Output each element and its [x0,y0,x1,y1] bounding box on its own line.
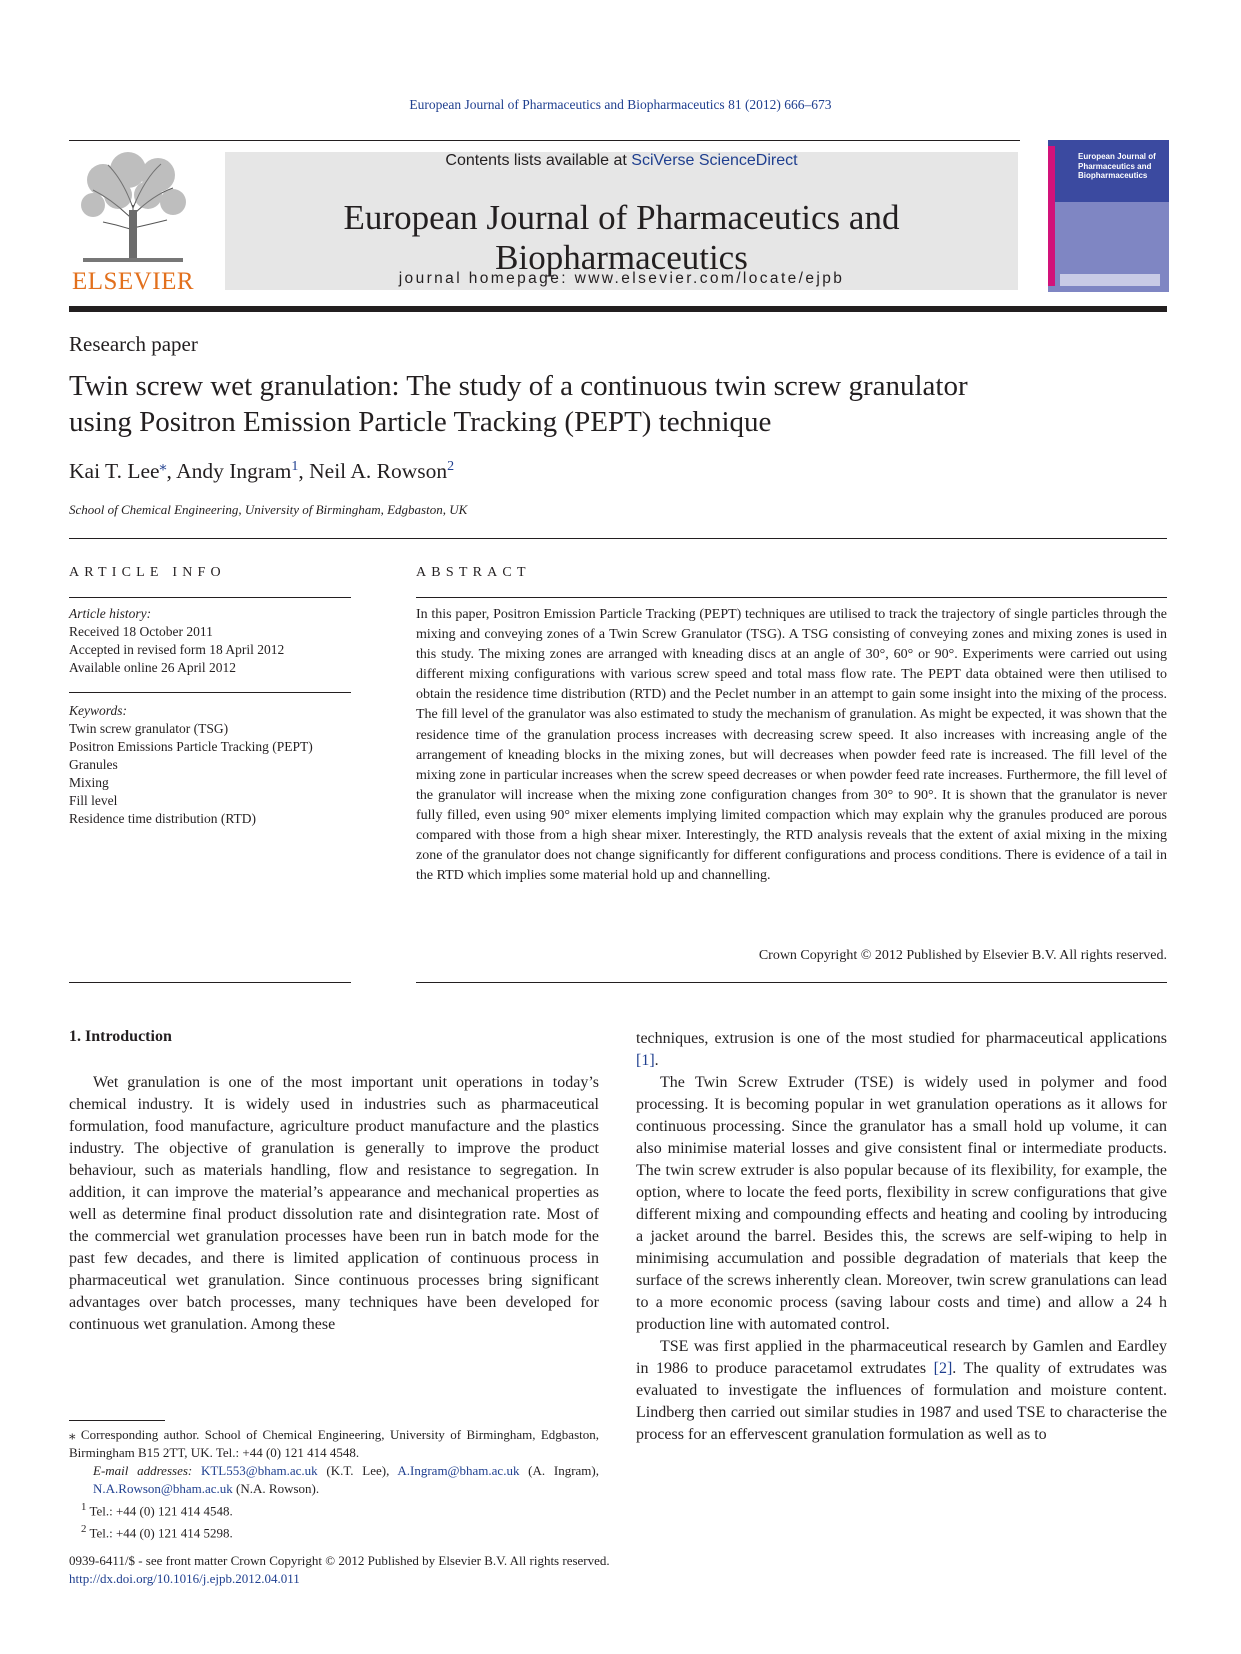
keywords-label: Keywords: [69,703,127,718]
section-heading: 1. Introduction [69,1028,172,1045]
footnote-corresponding [69,1426,599,1462]
title-line-2: using Positron Emission Particle Tracking (PEPT) technique [69,406,772,438]
keyword-item: Granules [69,757,118,772]
keyword-item: Twin screw granulator (TSG) [69,721,229,736]
email-owner: (K.T. Lee), [317,1463,398,1478]
footnote-mark: 2 [81,1523,87,1536]
author-separator: , [166,459,177,483]
section-rule [69,538,1167,539]
journal-reference[interactable]: European Journal of Pharmaceutics and Biopharmaceutics 81 (2012) 666–673 [409,97,832,112]
doi-link[interactable]: http://dx.doi.org/10.1016/j.ejpb.2012.04.011 [69,1571,300,1586]
email-label: E-mail addresses: [93,1463,193,1478]
article-title [69,368,1167,440]
paragraph-text: . [654,1052,659,1069]
email-owner: (A. Ingram), [519,1463,599,1478]
article-history [69,605,349,677]
journal-masthead [225,152,1018,290]
citation-link[interactable]: [1] [636,1052,655,1069]
citation-link[interactable]: [2] [933,1360,953,1377]
title-line-1: Twin screw wet granulation: The study of a continuous twin screw granulator [69,370,968,402]
article-info-bottom-rule [69,982,351,983]
issn-line: 0939-6411/$ - see front matter Crown Copyright © 2012 Published by Elsevier B.V. All rights reserved. [69,1553,610,1568]
email-owner: (N.A. Rowson). [232,1481,320,1496]
author-mark[interactable]: 1 [291,459,299,474]
author-mark[interactable]: 2 [447,459,455,474]
journal-homepage[interactable]: journal homepage: www.elsevier.com/locate/ejpb [398,270,845,287]
footnote-2 [69,1520,599,1542]
author-mark[interactable]: ⁎ [159,459,167,474]
footnote-text: Tel.: +44 (0) 121 414 4548. [89,1503,233,1519]
journal-cover-image [1048,140,1169,292]
footnote-mark: 1 [81,1501,87,1513]
history-label: Article history: [69,606,152,621]
email-link[interactable]: KTL553@bham.ac.uk [200,1463,318,1478]
history-item: Received 18 October 2011 [69,624,213,639]
footnote-mark: ⁎ [69,1427,76,1442]
footnote-emails [69,1462,599,1498]
footnote-text: Corresponding author. School of Chemical Engineering, University of Birmingham, Edgbaston, Birmingham B15 2TT, UK. Tel.: +44 (0) 121 414 4548. [69,1427,599,1460]
author-name[interactable]: Andy Ingram [176,459,292,483]
footnotes [69,1426,599,1543]
affiliation: School of Chemical Engineering, University of Birmingham, Edgbaston, UK [69,502,468,517]
keyword-item: Fill level [69,793,118,808]
contents-prefix: Contents lists available at [445,152,632,169]
body-paragraph: Wet granulation is one of the most important unit operations in today’s chemical industry. It is widely used in industries such as pharmaceutical formulation, food manufacture, agriculture product manufacture and the plastics industry. The objective of granulation is generally to improve the product behaviour, such as materials handling, flow and resistance to segregation. In addition, it can improve the material’s appearance and mechanical properties as well as determine final product dissolution rate and disintegration rate. Most of the commercial wet granulation processes have been run in batch mode for the past few decades, and there is limited application of continuous process in pharmaceutical wet granulation. Since continuous processes bring significant advantages over batch processes, many techniques have been developed for continuous wet granulation. Among these [69,1074,599,1333]
body-column-left [69,1072,599,1336]
author-name[interactable]: Kai T. Lee [69,459,160,483]
author-separator: , [298,459,310,483]
footnote-1 [69,1498,599,1520]
abstract-heading: ABSTRACT [416,565,531,580]
keywords [69,702,359,828]
contents-line [225,152,1018,170]
journal-name: European Journal of Pharmaceutics and Biopharmaceutics [343,198,900,277]
elsevier-tree-icon [73,150,193,265]
body-paragraph [636,1336,1167,1446]
elsevier-wordmark: ELSEVIER [71,268,195,295]
abstract-text: In this paper, Positron Emission Particle Tracking (PEPT) techniques are utilised to track the trajectory of single particles through the mixing and conveying zones of a Twin Screw Granulator (TSG). A TSG consisting of conveying zones and mixing zones is used in this study. The mixing zones are arranged with kneading discs at an angle of 30°, 60° or 90°. Experiments were carried out using different mixing configurations with various screw speed and total mass flow rate. The PEPT data obtained were then utilised to obtain the residence time distribution (RTD) and the Peclet number in an attempt to gain some insight into the mixing of the process. The fill level of the granulator was also estimated to study the mechanism of granulation. As might be expected, it was shown that the residence time of the granulation process increases with decreasing screw speed. It also increases with increasing angle of the arrangement of kneading blocks in the mixing zones, but will decreases when powder feed rate is increased. The fill level of the mixing zone in particular increases when the screw speed decreases or when powder feed rate increases. Furthermore, the fill level of the granulator will increase when the mixing zone configuration changes from 30° to 90°. It is shown that the granulator is never fully filled, even using 90° mixer elements implying limited compaction which may explain why the granules produced are porous compared with those from a high shear mixer. Interestingly, the RTD analysis reveals that the extent of axial mixing in the mixing zone of the granulator does not change significantly for different configurations and process conditions. There is evidence of a tail in the RTD which implies some material hold up and channelling. [416,607,1167,884]
email-link[interactable]: A.Ingram@bham.ac.uk [397,1463,520,1478]
legal-block [69,1552,610,1588]
paragraph-text: . The quality of extrudates was evaluated to investigate the influences of formulation and moisture content. Lindberg then carried out similar studies in 1987 and used TSE to characterise the process for an effervescent granulation formulation as well as to [636,1360,1167,1443]
abstract-bottom-rule [416,982,1167,983]
abstract-copyright: Crown Copyright © 2012 Published by Elsevier B.V. All rights reserved. [758,948,1167,963]
paragraph-text: TSE was first applied in the pharmaceutical research by Gamlen and Eardley in 1986 to produce paracetamol extrudates [636,1338,1167,1377]
cover-footer [1060,274,1160,286]
author-name[interactable]: Neil A. Rowson [309,459,448,483]
body-paragraph [636,1028,1167,1072]
keyword-item: Residence time distribution (RTD) [69,811,257,826]
body-column-right [636,1028,1167,1446]
abstract-rule [416,597,1167,598]
article-info-heading: ARTICLE INFO [69,565,226,580]
sciencedirect-link[interactable]: SciVerse ScienceDirect [631,152,798,169]
cover-title: European Journal of Pharmaceutics and Biopharmaceutics [1078,152,1156,180]
history-item: Available online 26 April 2012 [69,660,236,675]
cover-stripe [1048,146,1055,286]
section-type: Research paper [69,332,198,356]
history-item: Accepted in revised form 18 April 2012 [69,642,285,657]
elsevier-logo [69,150,197,296]
article-info-rule [69,597,351,598]
header-top-rule [69,140,1020,141]
paragraph-text: techniques, extrusion is one of the most studied for pharmaceutical applications [636,1030,1167,1047]
body-paragraph: The Twin Screw Extruder (TSE) is widely used in polymer and food processing. It is becoming popular in wet granulation operations as it allows for continuous processing. Since the granulator has a small hold up volume, it can also minimise material losses and give consistent final or intermediate products. The twin screw extruder is also popular because of its flexibility, for example, the option, where to locate the feed ports, flexibility in screw configurations that give different mixing and compounding effects and heating and cooling by introducing a jacket around the barrel. Besides this, the screws are self-wiping to help in minimising accumulation and possible degradation of materials that keep the surface of the screws inherently clean. Moreover, twin screw granulations can lead to a more economic process (saving labour costs and time) and allow a 24 h production line with automated control. [636,1074,1167,1333]
footnote-text: Tel.: +44 (0) 121 414 5298. [89,1525,233,1541]
header-thick-rule [69,306,1167,312]
keywords-rule [69,692,351,693]
footnote-rule [69,1420,165,1421]
author-list [69,458,454,484]
keyword-item: Mixing [69,775,109,790]
keyword-item: Positron Emissions Particle Tracking (PEPT) [69,739,313,754]
email-link[interactable]: N.A.Rowson@bham.ac.uk [93,1481,233,1496]
